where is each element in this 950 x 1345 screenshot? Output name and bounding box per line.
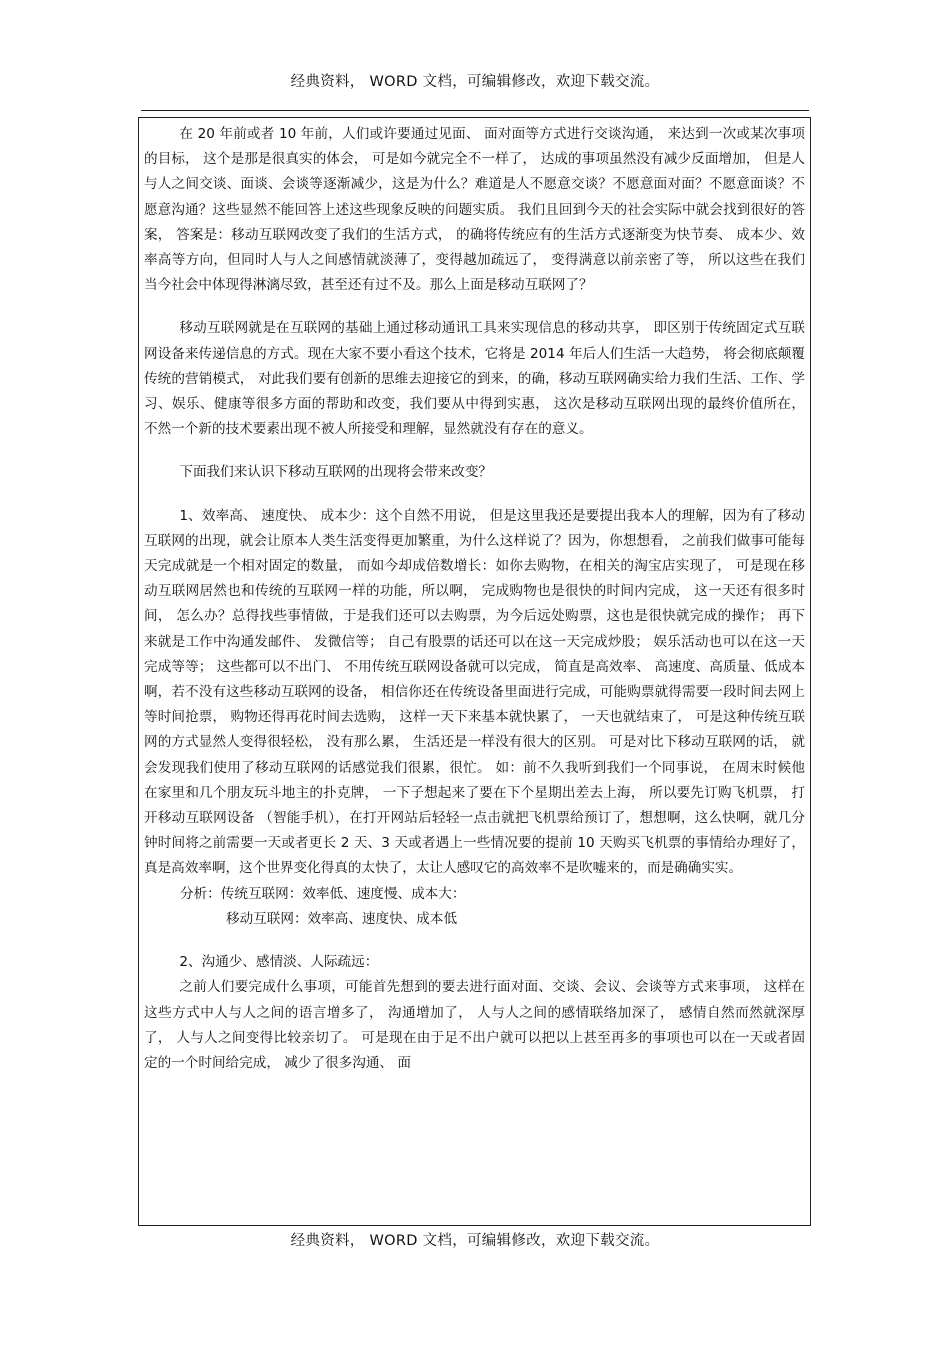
header-note: 经典资料， WORD 文档，可编辑修改，欢迎下载交流。 xyxy=(290,74,660,90)
footer-note: 经典资料， WORD 文档，可编辑修改，欢迎下载交流。 xyxy=(290,1233,660,1249)
document-body-frame xyxy=(138,117,811,1226)
paragraph-point-2: 之前人们要完成什么事项，可能首先想到的要去进行面对面、交谈、会议、会谈等方式来事项， 这样在这些方式中人与人之间的语言增多了， 沟通增加了， 人与人之间的感情联络加深了， 感情自然而然就深厚了， 人与人之间变得比较亲切了。 可是现在由于足不出户就可以把以上甚至再多的事项也可以在一天或者固定的一个时间给完成， 减少了很多沟通、 面 xyxy=(144,979,805,1071)
analysis-mobile: 移动互联网：效率高、速度快、成本低 xyxy=(226,910,458,927)
point-2-heading: 2、沟通少、感情淡、人际疏远： xyxy=(179,954,379,971)
paragraph-definition: 移动互联网就是在互联网的基础上通过移动通讯工具来实现信息的移动共享， 即区别于传统固定式互联网设备来传递信息的方式。现在大家不要小看这个技术，它将是 2014 年后人们生活一大趋势， 将会彻底颠覆传统的营销模式， 对此我们要有创新的思维去迎接它的到来，的确，移动互联网确实给力我们生活、工作、学习、娱乐、健康等很多方面的帮助和改变，我们要从中得到实惠， 这次是移动互联网出现的最终价值所在， 不然一个新的技术要素出现不被人所接受和理解，显然就没有存在的意义。 xyxy=(144,320,805,438)
analysis-traditional: 分析：传统互联网：效率低、速度慢、成本大： xyxy=(180,885,466,902)
paragraph-intro: 在 20 年前或者 10 年前，人们或许要通过见面、 面对面等方式进行交谈沟通， 来达到一次或某次事项的目标， 这个是那是很真实的体会， 可是如今就完全不一样了， 达成的事项虽然没有减少反面增加， 但是人与人之间交谈、面谈、会谈等逐渐减少，这是为什么？难道是人不愿意交谈？不愿意面对面？不愿意面谈？不愿意沟通？这些显然不能回答上述这些现象反映的问题实质。 我们且回到今天的社会实际中就会找到很好的答案， 答案是：移动互联网改变了我们的生活方式， 的确将传统应有的生活方式逐渐变为快节奏、 成本少、效率高等方向，但同时人与人之间感情就淡薄了，变得越加疏远了， 变得满意以前亲密了等， 所以这些在我们当今社会中体现得淋漓尽致，甚至还有过不及。那么上面是移动互联网了？ xyxy=(144,126,805,294)
paragraph-point-1: 1、效率高、 速度快、 成本少：这个自然不用说， 但是这里我还是要提出我本人的理解，因为有了移动互联网的出现，就会让原本人类生活变得更加繁重，为什么这样说了？因为，你想想看， 之前我们做事可能每天完成就是一个相对固定的数量， 而如今却成倍数增长：如你去购物，在相关的淘宝店实现了， 可是现在移动互联网居然也和传统的互联网一样的功能，所以啊， 完成购物也是很快的时间内完成， 这一天还有很多时间， 怎么办？总得找些事情做，于是我们还可以去购票，为今后远处购票，这也是很快就完成的操作； 再下来就是工作中沟通发邮件、 发微信等； 自己有股票的话还可以在这一天完成炒股； 娱乐活动也可以在这一天完成等等； 这些都可以不出门、 不用传统互联网设备就可以完成， 简直是高效率、 高速度、高质量、低成本啊，若不没有这些移动互联网的设备， 相信你还在传统设备里面进行完成，可能购票就得需要一段时间去网上等时间抢票， 购物还得再花时间去选购， 这样一天下来基本就快累了， 一天也就结束了， 可是这种传统互联网的方式显然人变得很轻松， 没有那么累， 生活还是一样没有很大的区别。 可是对比下移动互联网的话， 就会发现我们使用了移动互联网的话感觉我们很累，很忙。 如：前不久我听到我们一个同事说， 在周末时候他在家里和几个朋友玩斗地主的扑克牌， 一下子想起来了要在下个星期出差去上海， 所以要先订购飞机票， 打开移动互联网设备 （智能手机），在打开网站后轻轻一点击就把飞机票给预订了，想想啊，这么快啊，就几分钟时间将之前需要一天或者更长 2 天、3 天或者遇上一些情况要的提前 10 天购买飞机票的事情给办理好了，真是高效率啊，这个世界变化得真的太快了，太让人感叹它的高效率不是吹嘘来的，而是确确实实。 xyxy=(144,507,805,877)
paragraph-transition: 下面我们来认识下移动互联网的出现将会带来改变？ xyxy=(179,464,493,481)
header-rule xyxy=(141,110,809,111)
